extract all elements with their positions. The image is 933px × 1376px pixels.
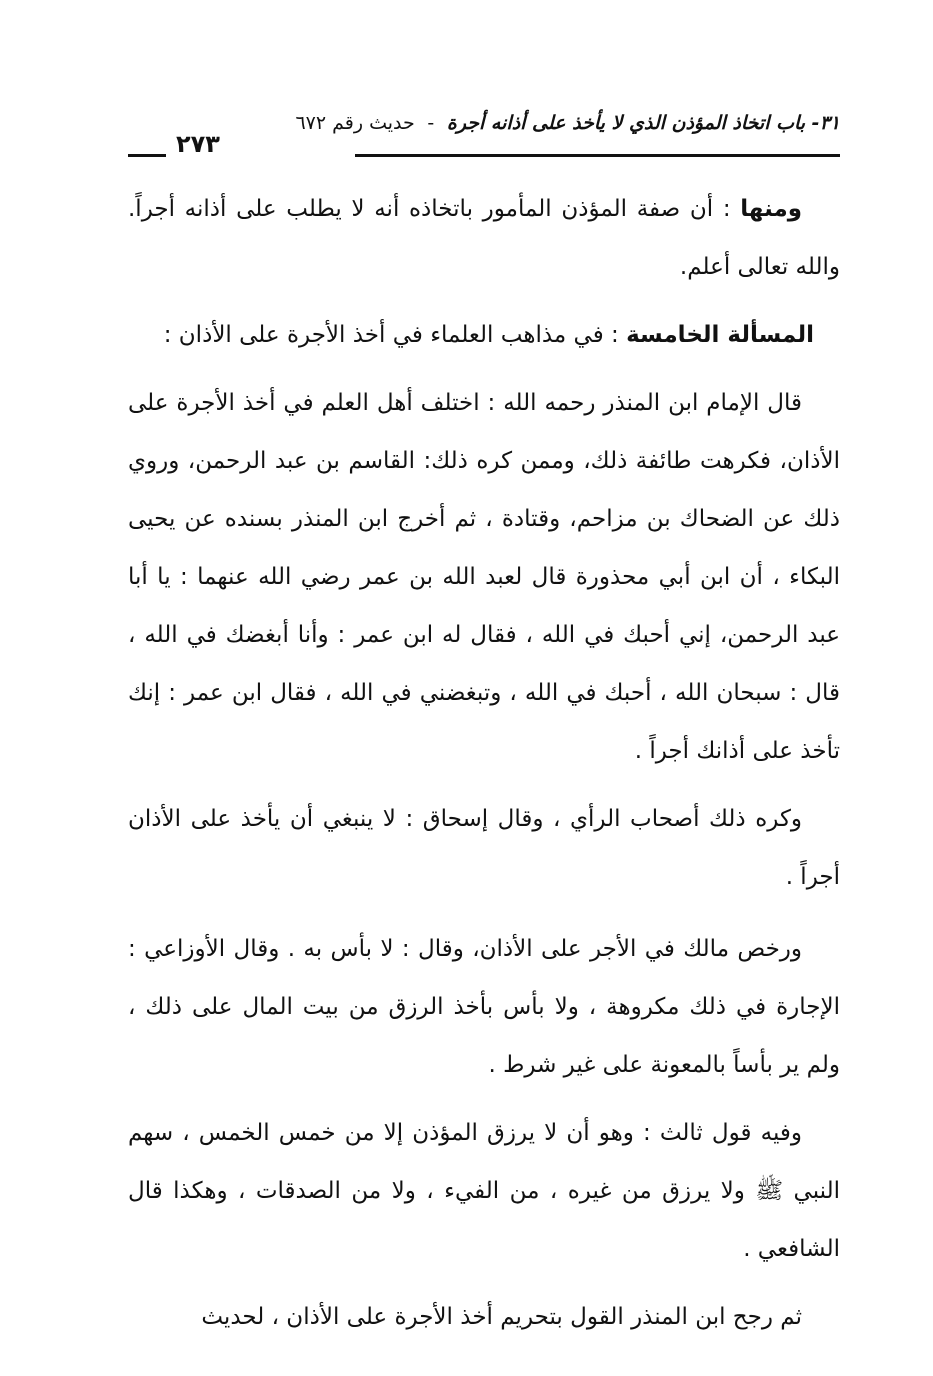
paragraph-4: وفيه قول ثالث : وهو أن لا يرزق المؤذن إلا من خمس الخمس ، سهم النبي ﷺ ولا يرزق من غيره ، من الفيء ، ولا من الصدقات ، وهكذا قال الشافعي .: [128, 1120, 840, 1262]
page-number: ٢٧٣: [176, 130, 220, 158]
page-header: [128, 112, 840, 162]
section-heading: [128, 306, 840, 364]
body-text: [128, 180, 840, 1356]
paragraph-1: قال الإمام ابن المنذر رحمه الله : اختلف أهل العلم في أخذ الأجرة على الأذان، فكرهت طائفة ذلك، وممن كره ذلك: القاسم بن عبد الرحمن، وروي ذلك عن الضحاك بن مزاحم، وقتادة ، ثم أخرج ابن المنذر بسنده عن يحيى البكاء ، أن ابن أبي محذورة قال لعبد الله بن عمر رضي الله عنهما : يا أبا عبد الرحمن، إني أحبك في الله ، فقال له ابن عمر : وأنا أبغضك في الله ، قال : سبحان الله ، أحبك في الله ، وتبغضني في الله ، فقال ابن عمر : إنك تأخذ على أذانك أجراً .: [128, 390, 840, 764]
paragraph-3: ورخص مالك في الأجر على الأذان، وقال : لا بأس به . وقال الأوزاعي : الإجارة في ذلك مكروهة ، ولا بأس بأخذ الرزق من بيت المال على ذلك ، ولم ير بأساً بالمعونة على غير شرط .: [128, 936, 840, 1078]
chapter-title: ٣١- باب اتخاذ المؤذن الذي لا يأخذ على أذانه أجرة: [446, 112, 840, 134]
page-number-rule: [128, 154, 166, 157]
paragraph-lead: ومنها: [740, 196, 802, 222]
section-label: المسألة الخامسة: [626, 322, 814, 348]
hadith-reference: حديث رقم ٦٧٢: [295, 112, 415, 134]
paragraph-intro: [128, 180, 840, 296]
paragraph-5: ثم رجح ابن المنذر القول بتحريم أخذ الأجرة على الأذان ، لحديث: [201, 1304, 802, 1330]
title-separator: -: [427, 112, 435, 134]
section-text: : في مذاهب العلماء في أخذ الأجرة على الأذان :: [163, 322, 619, 348]
paragraph-text: : أن صفة المؤذن المأمور باتخاذه أنه لا يطلب على أذانه أجراً. والله تعالى أعلم.: [128, 196, 840, 280]
paragraph-2: وكره ذلك أصحاب الرأي ، وقال إسحاق : لا ينبغي أن يأخذ على الأذان أجراً .: [128, 806, 840, 890]
running-title: [295, 112, 840, 134]
header-rule: [355, 154, 840, 157]
